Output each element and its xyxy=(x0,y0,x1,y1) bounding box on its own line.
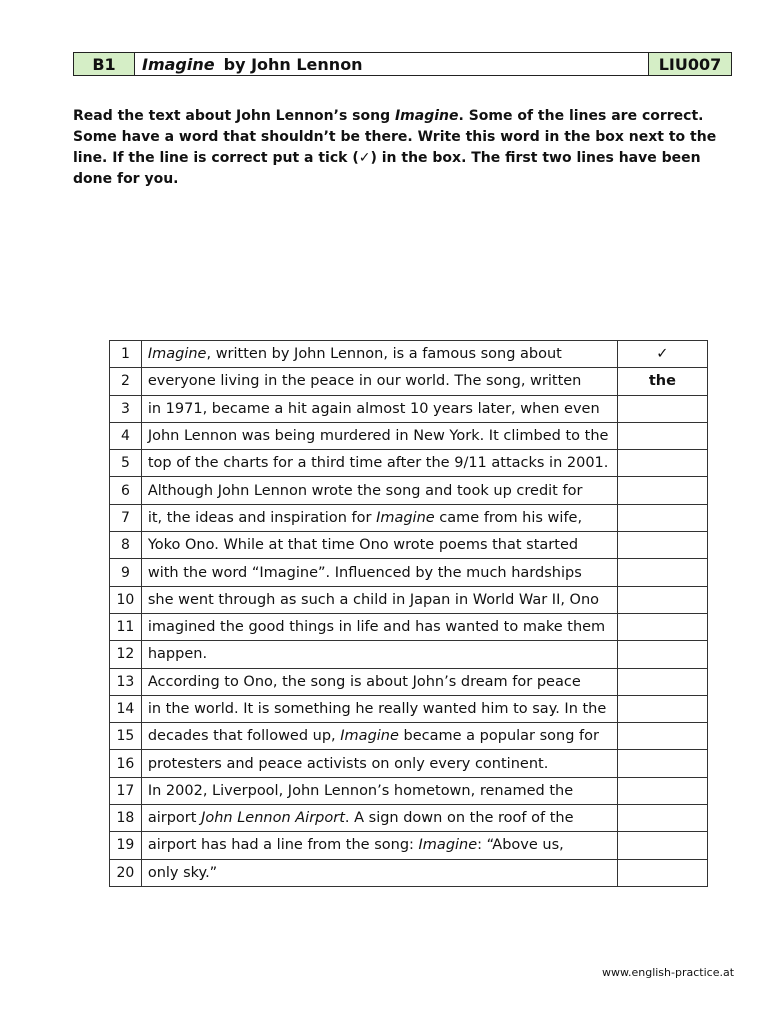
line-text xyxy=(141,532,617,559)
table-row xyxy=(110,477,708,504)
table-row xyxy=(110,832,708,859)
instructions-part2: . Some of the lines are correct. Some have a word that shouldn’t be there. Write this word in the box next to the line. If the line is correct put a tick (✓) in the box. The first two lines have been done for you. xyxy=(73,108,717,187)
answer-box[interactable] xyxy=(617,668,707,695)
line-text xyxy=(141,586,617,613)
answer-box[interactable] xyxy=(617,422,707,449)
answer-box[interactable] xyxy=(617,695,707,722)
table-row xyxy=(110,641,708,668)
line-text xyxy=(141,341,617,368)
line-text xyxy=(141,723,617,750)
text-segment: top of the charts for a third time after the 9/11 attacks in 2001. xyxy=(147,455,609,472)
line-text xyxy=(141,504,617,531)
answer-box[interactable] xyxy=(617,805,707,832)
line-number: 12 xyxy=(110,641,142,668)
italic-title: John Lennon Airport xyxy=(201,810,345,827)
worksheet-header xyxy=(73,52,732,76)
table-row xyxy=(110,450,708,477)
text-segment: John Lennon was being murdered in New York. It climbed to the xyxy=(147,428,609,445)
table-row xyxy=(110,504,708,531)
worksheet-code: LIU007 xyxy=(649,53,731,75)
answer-box[interactable] xyxy=(617,859,707,886)
answer-box[interactable]: ✓ xyxy=(617,341,707,368)
text-segment: came from his wife, xyxy=(434,509,583,526)
answer-box[interactable] xyxy=(617,777,707,804)
answer-box[interactable] xyxy=(617,641,707,668)
answer-box[interactable] xyxy=(617,750,707,777)
answer-box[interactable] xyxy=(617,532,707,559)
table-row xyxy=(110,368,708,395)
answer-box[interactable] xyxy=(617,723,707,750)
italic-title: Imagine xyxy=(376,509,435,526)
text-segment: in 1971, became a hit again almost 10 years later, when even xyxy=(147,400,600,417)
table-row xyxy=(110,805,708,832)
table-row xyxy=(110,586,708,613)
answer-box[interactable] xyxy=(617,477,707,504)
text-segment: Yoko Ono. While at that time Ono wrote poems that started xyxy=(147,537,579,554)
text-segment: became a popular song for xyxy=(398,728,599,745)
table-row xyxy=(110,532,708,559)
line-number: 4 xyxy=(110,422,142,449)
line-number: 19 xyxy=(110,832,142,859)
text-segment: decades that followed up, xyxy=(147,728,341,745)
text-segment: protesters and peace activists on only every continent. xyxy=(147,755,549,772)
answer-box[interactable]: the xyxy=(617,368,707,395)
line-number: 14 xyxy=(110,695,142,722)
line-number: 17 xyxy=(110,777,142,804)
answer-box[interactable] xyxy=(617,586,707,613)
text-segment: with the word “Imagine”. Influenced by the much hardships xyxy=(147,564,582,581)
text-segment: imagined the good things in life and has wanted to make them xyxy=(147,619,606,636)
answer-box[interactable] xyxy=(617,832,707,859)
line-text xyxy=(141,422,617,449)
line-number: 1 xyxy=(110,341,142,368)
line-number: 20 xyxy=(110,859,142,886)
italic-title: Imagine xyxy=(147,346,207,363)
text-segment: . A sign down on the roof of the xyxy=(344,810,574,827)
title-song: Imagine xyxy=(142,54,215,74)
table-row xyxy=(110,750,708,777)
line-text xyxy=(141,777,617,804)
line-number: 3 xyxy=(110,395,142,422)
answer-box[interactable] xyxy=(617,504,707,531)
answer-box[interactable] xyxy=(617,450,707,477)
table-row xyxy=(110,668,708,695)
text-segment: she went through as such a child in Japan in World War II, Ono xyxy=(147,591,600,608)
title-artist: by John Lennon xyxy=(223,54,363,74)
line-number: 11 xyxy=(110,613,142,640)
answer-box[interactable] xyxy=(617,613,707,640)
instructions xyxy=(73,106,738,190)
line-text xyxy=(141,668,617,695)
line-number: 8 xyxy=(110,532,142,559)
table-row xyxy=(110,613,708,640)
text-segment: In 2002, Liverpool, John Lennon’s hometown, renamed the xyxy=(147,782,574,799)
text-segment: only sky.” xyxy=(147,864,218,881)
text-segment: happen. xyxy=(147,646,208,663)
line-number: 6 xyxy=(110,477,142,504)
line-number: 5 xyxy=(110,450,142,477)
line-text xyxy=(141,613,617,640)
text-segment: everyone living in the peace in our world. The song, written xyxy=(147,373,582,390)
instructions-song: Imagine xyxy=(394,108,459,124)
line-number: 2 xyxy=(110,368,142,395)
table-row xyxy=(110,859,708,886)
line-number: 7 xyxy=(110,504,142,531)
line-number: 13 xyxy=(110,668,142,695)
line-text xyxy=(141,477,617,504)
text-segment: According to Ono, the song is about John’s dream for peace xyxy=(147,673,581,690)
line-text xyxy=(141,805,617,832)
text-segment: , written by John Lennon, is a famous song about xyxy=(206,346,562,363)
text-segment: airport has had a line from the song: xyxy=(147,837,419,854)
line-text xyxy=(141,395,617,422)
instructions-part1: Read the text about John Lennon’s song xyxy=(73,108,395,124)
italic-title: Imagine xyxy=(340,728,399,745)
line-text xyxy=(141,641,617,668)
line-number: 10 xyxy=(110,586,142,613)
line-text xyxy=(141,832,617,859)
table-row xyxy=(110,559,708,586)
line-text xyxy=(141,559,617,586)
text-segment: Although John Lennon wrote the song and took up credit for xyxy=(147,482,583,499)
line-text xyxy=(141,368,617,395)
line-text xyxy=(141,695,617,722)
worksheet-title xyxy=(135,53,649,75)
line-text xyxy=(141,450,617,477)
text-segment: it, the ideas and inspiration for xyxy=(147,509,377,526)
line-text xyxy=(141,750,617,777)
text-segment: in the world. It is something he really wanted him to say. In the xyxy=(147,701,607,717)
text-segment: : “Above us, xyxy=(477,837,564,854)
exercise-table xyxy=(109,340,708,887)
table-row xyxy=(110,777,708,804)
table-row xyxy=(110,695,708,722)
table-row xyxy=(110,341,708,368)
footer-url: www.english-practice.at xyxy=(602,966,735,979)
table-row xyxy=(110,395,708,422)
italic-title: Imagine xyxy=(418,837,478,854)
text-segment: airport xyxy=(147,810,202,827)
line-number: 15 xyxy=(110,723,142,750)
line-number: 16 xyxy=(110,750,142,777)
line-number: 18 xyxy=(110,805,142,832)
level-badge: B1 xyxy=(74,53,135,75)
line-text xyxy=(141,859,617,886)
answer-box[interactable] xyxy=(617,395,707,422)
table-row xyxy=(110,422,708,449)
answer-box[interactable] xyxy=(617,559,707,586)
line-number: 9 xyxy=(110,559,142,586)
table-row xyxy=(110,723,708,750)
